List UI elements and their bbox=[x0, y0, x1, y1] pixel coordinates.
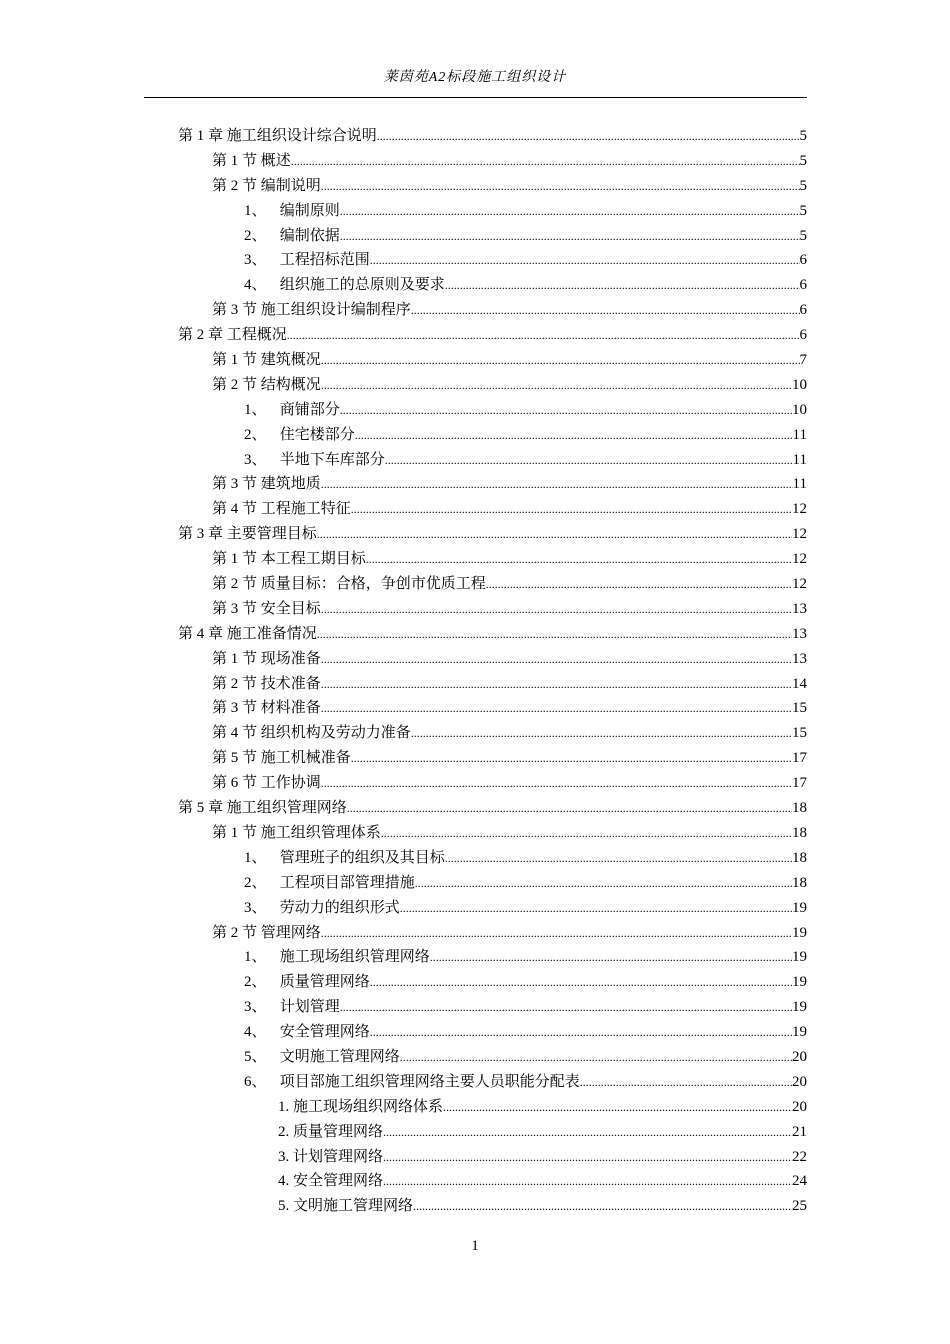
toc-entry-page: 6 bbox=[799, 252, 807, 269]
toc-entry-page: 12 bbox=[792, 526, 807, 543]
toc-entry[interactable] bbox=[244, 871, 807, 896]
toc-leader-dots bbox=[443, 1095, 792, 1120]
toc-entry[interactable] bbox=[244, 248, 807, 273]
toc-entry-page: 19 bbox=[792, 999, 807, 1016]
toc-entry-label: 3. 计划管理网络 bbox=[278, 1148, 384, 1165]
toc-entry-label: 第 1 节 概述 bbox=[212, 152, 291, 169]
toc-entry-number: 1、 bbox=[244, 202, 267, 219]
toc-entry[interactable] bbox=[212, 174, 807, 199]
toc-entry-page: 20 bbox=[792, 1048, 807, 1065]
toc-entry[interactable] bbox=[212, 696, 807, 721]
toc-entry-label: 第 1 节 施工组织管理体系 bbox=[212, 824, 381, 841]
toc-entry[interactable] bbox=[244, 945, 807, 970]
toc-entry-page: 7 bbox=[799, 352, 807, 369]
header-rule bbox=[144, 97, 807, 98]
toc-leader-dots bbox=[321, 647, 792, 672]
toc-entry[interactable] bbox=[178, 522, 807, 547]
toc-entry[interactable] bbox=[244, 224, 807, 249]
toc-entry-page: 24 bbox=[792, 1173, 807, 1190]
toc-entry-page: 5 bbox=[799, 227, 807, 244]
toc-entry-label: 第 3 节 施工组织设计编制程序 bbox=[212, 302, 411, 319]
toc-entry[interactable] bbox=[178, 796, 807, 821]
toc-entry[interactable] bbox=[212, 572, 807, 597]
toc-entry[interactable] bbox=[244, 896, 807, 921]
toc-entry[interactable] bbox=[244, 398, 807, 423]
toc-entry-page: 5 bbox=[799, 177, 807, 194]
toc-entry-label: 第 3 节 建筑地质 bbox=[212, 476, 321, 493]
toc-entry-page: 5 bbox=[799, 202, 807, 219]
toc-leader-dots bbox=[383, 1145, 792, 1170]
toc-entry[interactable] bbox=[178, 622, 807, 647]
toc-entry[interactable] bbox=[278, 1095, 807, 1120]
toc-entry-number: 3、 bbox=[244, 451, 267, 468]
toc-entry[interactable] bbox=[278, 1120, 807, 1145]
toc-entry-page: 6 bbox=[799, 277, 807, 294]
toc-entry-page: 19 bbox=[792, 924, 807, 941]
toc-entry[interactable] bbox=[212, 348, 807, 373]
toc-leader-dots bbox=[340, 995, 792, 1020]
toc-entry[interactable] bbox=[178, 323, 807, 348]
toc-entry-label: 第 4 章 施工准备情况 bbox=[178, 625, 317, 642]
toc-leader-dots bbox=[377, 124, 800, 149]
toc-entry-number: 1、 bbox=[244, 949, 267, 966]
toc-entry-number: 2、 bbox=[244, 426, 267, 443]
toc-entry-page: 15 bbox=[792, 700, 807, 717]
toc-entry[interactable] bbox=[212, 921, 807, 946]
toc-entry-number: 3、 bbox=[244, 252, 267, 269]
toc-entry-label: 组织施工的总原则及要求 bbox=[279, 277, 445, 294]
toc-entry-page: 13 bbox=[792, 625, 807, 642]
toc-entry-label: 计划管理 bbox=[279, 999, 340, 1016]
toc-entry-label: 第 2 节 质量目标：合格，争创市优质工程 bbox=[212, 576, 486, 593]
toc-leader-dots bbox=[340, 224, 800, 249]
toc-entry-label: 第 4 节 组织机构及劳动力准备 bbox=[212, 725, 411, 742]
toc-entry[interactable] bbox=[212, 746, 807, 771]
toc-entry-label: 管理班子的组织及其目标 bbox=[279, 849, 445, 866]
toc-entry[interactable] bbox=[244, 273, 807, 298]
toc-entry-page: 11 bbox=[792, 476, 807, 493]
toc-entry-number: 3、 bbox=[244, 899, 267, 916]
toc-entry-label: 编制原则 bbox=[279, 202, 340, 219]
toc-leader-dots bbox=[400, 1045, 792, 1070]
toc-entry[interactable] bbox=[212, 597, 807, 622]
toc-entry-label: 第 6 节 工作协调 bbox=[212, 775, 321, 792]
toc-entry-page: 21 bbox=[792, 1123, 807, 1140]
toc-entry-page: 19 bbox=[792, 974, 807, 991]
toc-entry-page: 15 bbox=[792, 725, 807, 742]
toc-entry-label: 第 3 节 安全目标 bbox=[212, 600, 321, 617]
toc-entry-label: 第 1 节 现场准备 bbox=[212, 650, 321, 667]
toc-entry-page: 10 bbox=[792, 376, 807, 393]
toc-entry-number: 2、 bbox=[244, 974, 267, 991]
toc-entry-label: 第 1 节 本工程工期目标 bbox=[212, 551, 366, 568]
toc-entry-page: 18 bbox=[792, 800, 807, 817]
toc-leader-dots bbox=[366, 547, 792, 572]
toc-entry[interactable] bbox=[278, 1145, 807, 1170]
toc-leader-dots bbox=[383, 1169, 792, 1194]
toc-entry-number: 4、 bbox=[244, 277, 267, 294]
toc-entry-page: 6 bbox=[799, 302, 807, 319]
toc-leader-dots bbox=[321, 373, 792, 398]
toc-entry[interactable] bbox=[212, 547, 807, 572]
toc-leader-dots bbox=[411, 298, 800, 323]
toc-entry-label: 住宅楼部分 bbox=[279, 426, 355, 443]
page-number: 1 bbox=[471, 1238, 479, 1254]
toc-leader-dots bbox=[317, 522, 792, 547]
toc-entry-label: 第 3 章 主要管理目标 bbox=[178, 526, 317, 543]
toc-entry[interactable] bbox=[178, 124, 807, 149]
toc-entry[interactable] bbox=[278, 1194, 807, 1219]
toc-entry-label: 第 5 章 施工组织管理网络 bbox=[178, 800, 347, 817]
toc-entry[interactable] bbox=[244, 846, 807, 871]
toc-leader-dots bbox=[430, 945, 792, 970]
toc-entry[interactable] bbox=[244, 199, 807, 224]
toc-entry-label: 2. 质量管理网络 bbox=[278, 1123, 384, 1140]
toc-entry-page: 18 bbox=[792, 874, 807, 891]
toc-leader-dots bbox=[413, 1194, 792, 1219]
toc-entry[interactable] bbox=[212, 472, 807, 497]
toc-entry-page: 6 bbox=[799, 327, 807, 344]
toc-entry-page: 19 bbox=[792, 1024, 807, 1041]
toc-entry-label: 劳动力的组织形式 bbox=[279, 899, 400, 916]
toc-leader-dots bbox=[347, 796, 792, 821]
toc-leader-dots bbox=[580, 1070, 792, 1095]
toc-leader-dots bbox=[445, 846, 792, 871]
toc-entry-page: 10 bbox=[792, 401, 807, 418]
toc-entry-label: 1. 施工现场组织网络体系 bbox=[278, 1098, 444, 1115]
toc-entry-page: 13 bbox=[792, 650, 807, 667]
toc-entry-page: 18 bbox=[792, 824, 807, 841]
toc-entry-label: 工程项目部管理措施 bbox=[279, 874, 415, 891]
toc-entry[interactable] bbox=[212, 373, 807, 398]
toc-entry-label: 安全管理网络 bbox=[279, 1024, 370, 1041]
toc-leader-dots bbox=[321, 348, 800, 373]
toc-entry-page: 18 bbox=[792, 849, 807, 866]
toc-entry-label: 施工现场组织管理网络 bbox=[279, 949, 430, 966]
toc-entry[interactable] bbox=[244, 995, 807, 1020]
toc-entry-page: 11 bbox=[792, 451, 807, 468]
toc-entry[interactable] bbox=[212, 647, 807, 672]
toc-leader-dots bbox=[415, 871, 792, 896]
toc-leader-dots bbox=[355, 423, 793, 448]
toc-leader-dots bbox=[400, 896, 792, 921]
toc-entry-page: 5 bbox=[799, 152, 807, 169]
toc-leader-dots bbox=[321, 672, 792, 697]
toc-entry[interactable] bbox=[244, 1045, 807, 1070]
toc-leader-dots bbox=[445, 273, 800, 298]
toc-leader-dots bbox=[385, 448, 793, 473]
toc-entry[interactable] bbox=[244, 448, 807, 473]
toc-entry-number: 6、 bbox=[244, 1073, 267, 1090]
toc-leader-dots bbox=[411, 721, 792, 746]
toc-entry-label: 第 2 节 编制说明 bbox=[212, 177, 321, 194]
toc-entry-label: 工程招标范围 bbox=[279, 252, 370, 269]
toc-entry[interactable] bbox=[244, 1070, 807, 1095]
toc-entry-label: 文明施工管理网络 bbox=[279, 1048, 400, 1065]
toc-entry-page: 14 bbox=[792, 675, 807, 692]
toc-entry-label: 半地下车库部分 bbox=[279, 451, 385, 468]
toc-entry-label: 第 2 节 管理网络 bbox=[212, 924, 321, 941]
toc-entry-label: 编制依据 bbox=[279, 227, 340, 244]
toc-entry[interactable] bbox=[244, 1020, 807, 1045]
toc-entry-label: 第 4 节 工程施工特征 bbox=[212, 501, 351, 518]
toc-leader-dots bbox=[321, 174, 800, 199]
toc-entry-page: 20 bbox=[792, 1073, 807, 1090]
toc-leader-dots bbox=[340, 199, 800, 224]
toc-entry-page: 17 bbox=[792, 750, 807, 767]
toc-entry[interactable] bbox=[212, 672, 807, 697]
toc-entry-label: 第 2 节 技术准备 bbox=[212, 675, 321, 692]
toc-entry-page: 11 bbox=[792, 426, 807, 443]
toc-entry-label: 5. 文明施工管理网络 bbox=[278, 1198, 414, 1215]
toc-leader-dots bbox=[340, 398, 792, 423]
toc-leader-dots bbox=[381, 821, 792, 846]
toc-entry-number: 2、 bbox=[244, 227, 267, 244]
toc-entry[interactable] bbox=[212, 721, 807, 746]
toc-entry-number: 2、 bbox=[244, 874, 267, 891]
toc-entry-number: 1、 bbox=[244, 849, 267, 866]
toc-entry-page: 12 bbox=[792, 501, 807, 518]
toc-entry-number: 5、 bbox=[244, 1048, 267, 1065]
toc-leader-dots bbox=[321, 472, 793, 497]
toc-leader-dots bbox=[370, 970, 792, 995]
toc-leader-dots bbox=[321, 921, 792, 946]
toc-leader-dots bbox=[291, 149, 800, 174]
table-of-contents bbox=[0, 124, 950, 1219]
toc-entry-label: 第 1 章 施工组织设计综合说明 bbox=[178, 128, 377, 144]
toc-entry-label: 商铺部分 bbox=[279, 401, 340, 418]
toc-entry-page: 12 bbox=[792, 576, 807, 593]
toc-entry[interactable] bbox=[244, 423, 807, 448]
toc-entry-label: 第 1 节 建筑概况 bbox=[212, 352, 321, 369]
toc-leader-dots bbox=[321, 597, 792, 622]
toc-entry-page: 12 bbox=[792, 551, 807, 568]
toc-entry-label: 质量管理网络 bbox=[279, 974, 370, 991]
toc-entry-label: 第 3 节 材料准备 bbox=[212, 700, 321, 717]
toc-leader-dots bbox=[287, 323, 800, 348]
toc-entry-page: 20 bbox=[792, 1098, 807, 1115]
toc-entry-number: 4、 bbox=[244, 1024, 267, 1041]
toc-entry[interactable] bbox=[278, 1169, 807, 1194]
toc-entry[interactable] bbox=[212, 149, 807, 174]
toc-entry[interactable] bbox=[212, 821, 807, 846]
toc-leader-dots bbox=[351, 746, 792, 771]
toc-leader-dots bbox=[351, 497, 792, 522]
running-header: 莱茵苑A2标段施工组织设计 bbox=[383, 70, 567, 85]
toc-leader-dots bbox=[321, 771, 792, 796]
toc-leader-dots bbox=[321, 696, 792, 721]
toc-leader-dots bbox=[486, 572, 792, 597]
toc-entry-page: 22 bbox=[792, 1148, 807, 1165]
toc-entry-page: 25 bbox=[792, 1198, 807, 1215]
toc-entry[interactable] bbox=[212, 497, 807, 522]
toc-entry-number: 1、 bbox=[244, 401, 267, 418]
toc-entry[interactable] bbox=[212, 298, 807, 323]
toc-entry-page: 19 bbox=[792, 949, 807, 966]
toc-entry-page: 5 bbox=[799, 128, 807, 144]
toc-leader-dots bbox=[383, 1120, 792, 1145]
toc-entry-page: 19 bbox=[792, 899, 807, 916]
toc-entry-label: 第 2 节 结构概况 bbox=[212, 376, 321, 393]
toc-entry-page: 17 bbox=[792, 775, 807, 792]
toc-leader-dots bbox=[317, 622, 792, 647]
toc-entry[interactable] bbox=[212, 771, 807, 796]
toc-leader-dots bbox=[370, 1020, 792, 1045]
toc-leader-dots bbox=[370, 248, 800, 273]
toc-entry-label: 项目部施工组织管理网络主要人员职能分配表 bbox=[279, 1073, 580, 1090]
toc-entry-label: 第 2 章 工程概况 bbox=[178, 327, 287, 344]
toc-entry-page: 13 bbox=[792, 600, 807, 617]
toc-entry-label: 第 5 节 施工机械准备 bbox=[212, 750, 351, 767]
toc-entry[interactable] bbox=[244, 970, 807, 995]
toc-entry-number: 3、 bbox=[244, 999, 267, 1016]
toc-entry-label: 4. 安全管理网络 bbox=[278, 1173, 384, 1190]
